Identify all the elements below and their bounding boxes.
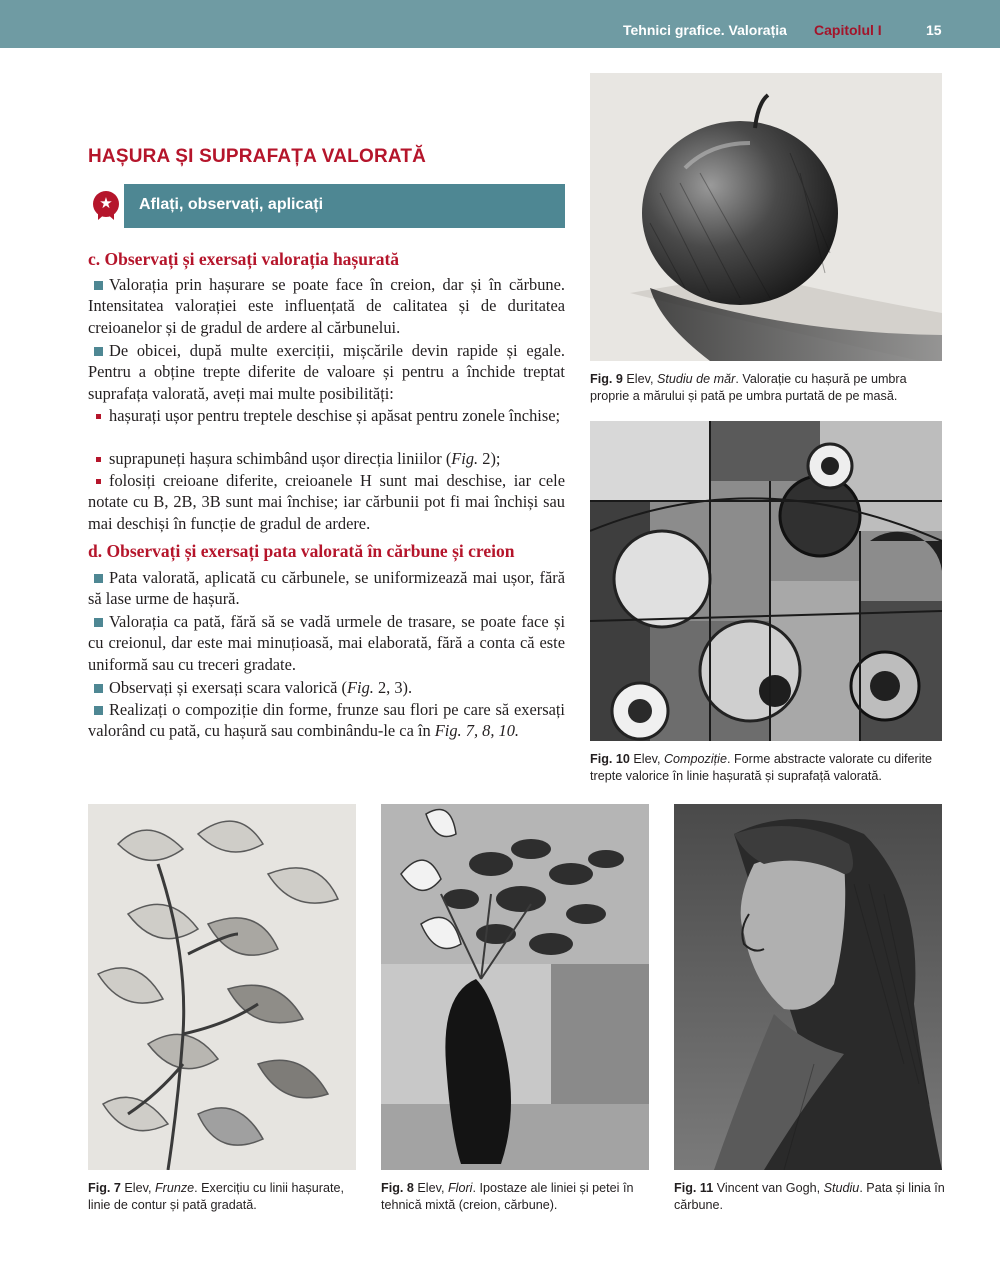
small-bullet-icon (96, 457, 101, 462)
paragraph-d2: Valorația ca pată, fără să se vadă urmele de trasare, se poate face și cu creionul, dar este mai minuțioasă, mai elaborată, fără a conta că este uniformă sau cu treceri gradate. (88, 612, 565, 674)
figure-10-abstract-composition (590, 421, 942, 741)
list-item-c2: suprapuneți hașura schimbând ușor direcția liniilor (Fig. 2); (88, 448, 565, 469)
square-bullet-icon (94, 574, 103, 583)
paragraph-d4: Realizați o compoziție din forme, frunze sau flori pe care să exersați valorând cu pată, cu hașură sau combinându-le ca în Fig. 7, 8, 10. (88, 700, 565, 741)
caption-figure-7: Fig. 7 Elev, Frunze. Exercițiu cu linii hașurate, linie de contur și pată gradată. (88, 1181, 344, 1212)
list-item-c3: folosiți creioane diferite, creioanele H sunt mai deschise, iar cele notate cu B, 2B, 3B sunt mai închise; iar cărbunii pot fi mai închiși sau mai deschiși în funcție de gradul de ardere. (88, 471, 565, 533)
paragraph-d1: Pata valorată, aplicată cu cărbunele, se uniformizează mai ușor, fără să lase urme de hașură. (88, 568, 565, 609)
list-item-c1: hașurați ușor pentru treptele deschise și apăsat pentru zonele închise; (88, 405, 565, 426)
figure-8-flowers-drawing (381, 804, 649, 1170)
banner-label: Aflați, observați, aplicați (139, 196, 324, 213)
section-title: HAȘURA ȘI SUPRAFAȚA VALORATĂ (88, 146, 427, 167)
activity-banner (88, 184, 565, 228)
award-badge-icon: ★ (88, 184, 124, 228)
paragraph-c1: Valorația prin hașurare se poate face în creion, dar și în cărbune. Intensitatea valorației este influențată de calitatea și de duritatea creioanelor și de gradul de ardere al cărbunelui. (88, 275, 565, 337)
paragraph-d3: Observați și exersați scara valorică (Fig. 2, 3). (88, 677, 565, 698)
chapter-label: Capitolul I (814, 22, 882, 38)
caption-figure-8: Fig. 8 Elev, Flori. Ipostaze ale liniei și petei în tehnică mixtă (creion, cărbune). (381, 1181, 634, 1212)
small-bullet-icon (96, 479, 101, 484)
caption-figure-9: Fig. 9 Elev, Studiu de măr. Valorație cu hașură pe umbra proprie a mărului și pată pe umbra purtată de pe masă. (590, 372, 907, 403)
caption-figure-10: Fig. 10 Elev, Compoziție. Forme abstracte valorate cu diferite trepte valorice în linie hașurată și suprafață valorată. (590, 752, 933, 783)
figure-9-apple-drawing (590, 73, 942, 361)
small-bullet-icon (96, 414, 101, 419)
page-header (0, 0, 1000, 48)
square-bullet-icon (94, 706, 103, 715)
heading-part-c: c. Observați și exersați valorația hașurată (88, 249, 400, 269)
heading-part-d: d. Observați și exersați pata valorată în cărbune și creion (88, 541, 515, 561)
square-bullet-icon (94, 347, 103, 356)
figure-11-van-gogh-study (674, 804, 942, 1170)
chapter-topic: Tehnici grafice. Valorația (623, 22, 787, 38)
page-number: 15 (926, 22, 942, 38)
caption-figure-11: Fig. 11 Vincent van Gogh, Studiu. Pata și linia în cărbune. (674, 1181, 945, 1212)
square-bullet-icon (94, 684, 103, 693)
paragraph-c2: De obicei, după multe exerciții, mișcările devin rapide și egale. Pentru a obține trepte diferite de valoare și pentru a închide treptat suprafața valorată, aveți mai multe posibilități: (88, 341, 565, 403)
square-bullet-icon (94, 281, 103, 290)
figure-7-leaves-drawing (88, 804, 356, 1170)
square-bullet-icon (94, 618, 103, 627)
